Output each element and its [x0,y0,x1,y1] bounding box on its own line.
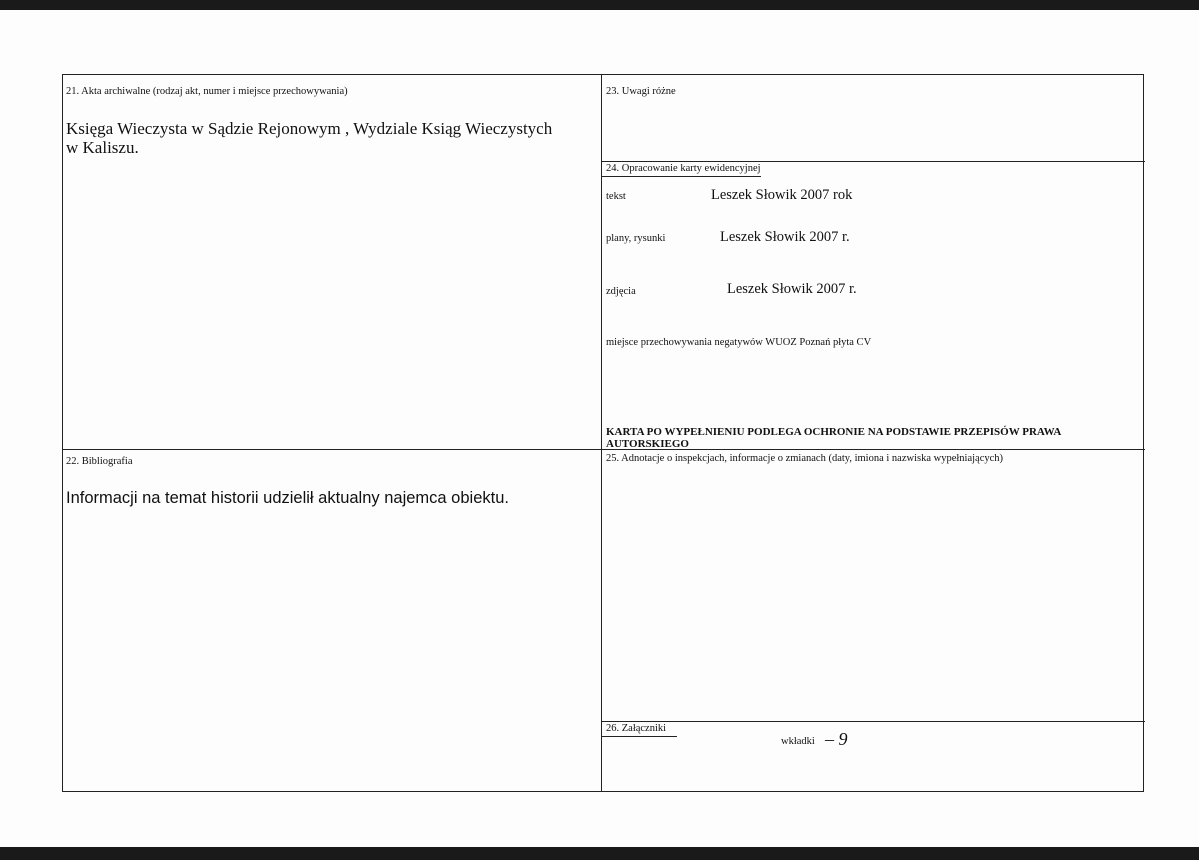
section-21-text: Księga Wieczysta w Sądzie Rejonowym , Wydziale Ksiąg Wieczystych w Kaliszu. [66,119,553,157]
scanned-page [0,10,1199,847]
section-26-label-underline [601,736,677,737]
section-26-label: 26. Załączniki [606,723,667,734]
section-22-label: 22. Bibliografia [66,456,133,467]
tekst-label: tekst [606,191,626,202]
column-divider [601,75,602,791]
section-24-label: 24. Opracowanie karty ewidencyjnej [606,163,761,174]
wkladki-value: – 9 [825,729,848,749]
plany-value: Leszek Słowik 2007 r. [720,229,850,245]
tekst-value: Leszek Słowik 2007 rok [711,187,853,203]
section-25-label: 25. Adnotacje o inspekcjach, informacje o zmianach (daty, imiona i nazwiska wypełniających) [606,453,1004,464]
copyright-notice: KARTA PO WYPEŁNIENIU PODLEGA OCHRONIE NA PODSTAWIE PRZEPISÓW PRAWA AUTORSKIEGO [606,426,1061,450]
wkladki-label: wkładki [781,736,815,747]
row-divider-23-24 [601,161,1145,162]
section-24-label-underline [601,176,761,177]
section-22-text: Informacji na temat historii udzielił aktualny najemca obiektu. [66,489,509,507]
row-divider-left [63,449,601,450]
negatives-location: miejsce przechowywania negatywów WUOZ Poznań płyta CV [606,337,872,348]
zdjecia-label: zdjęcia [606,286,636,297]
section-23-label: 23. Uwagi różne [606,86,676,97]
form-grid [62,74,1144,792]
zdjecia-value: Leszek Słowik 2007 r. [727,281,857,297]
section-21-label: 21. Akta archiwalne (rodzaj akt, numer i miejsce przechowywania) [66,86,348,97]
plany-label: plany, rysunki [606,233,666,244]
row-divider-25-26 [601,721,1145,722]
